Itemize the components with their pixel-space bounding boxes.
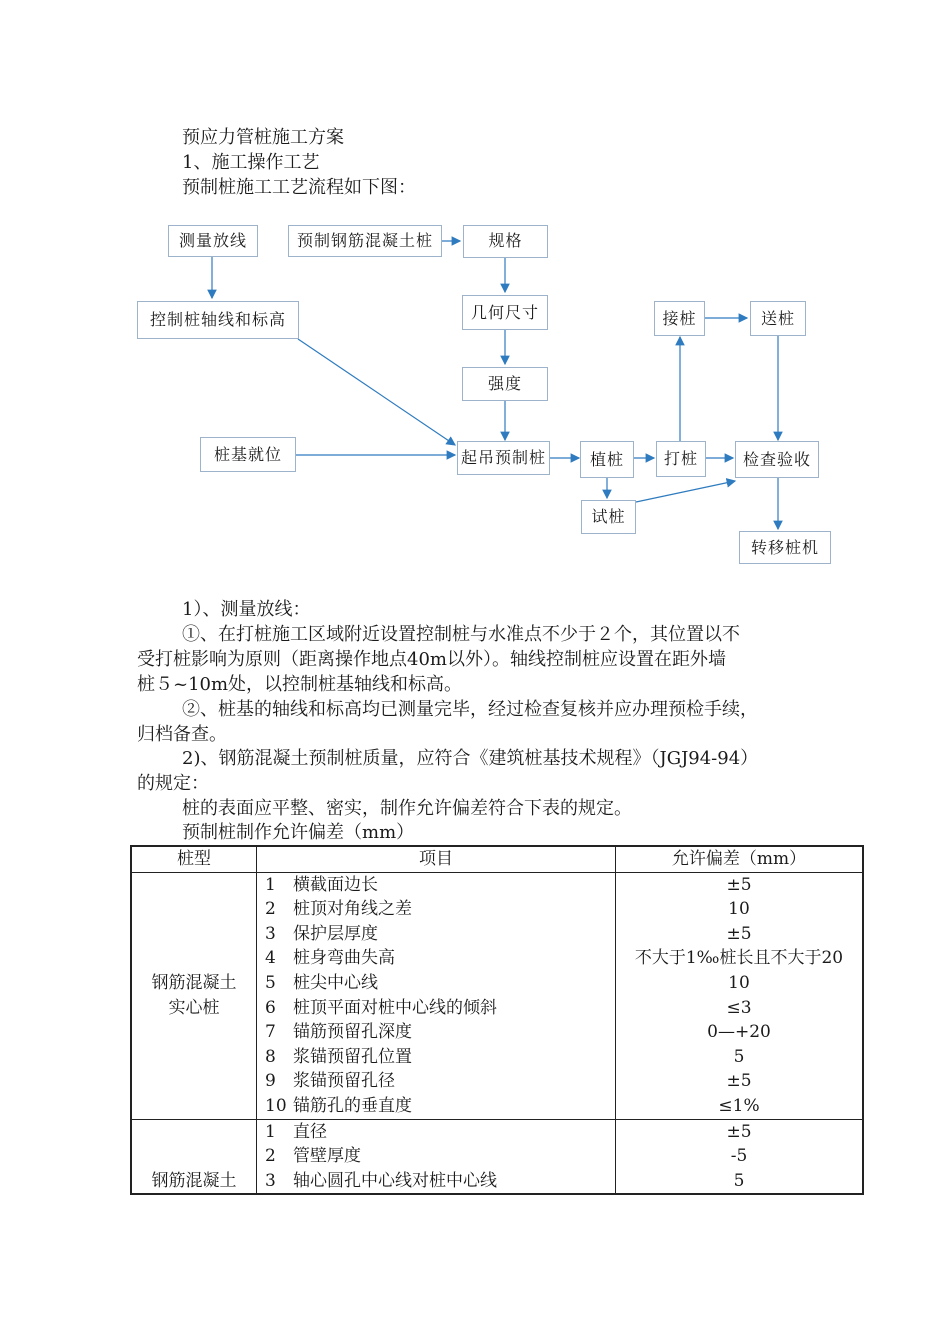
row-number: 5 xyxy=(265,972,276,993)
row-item: 保护层厚度 xyxy=(293,923,378,944)
row-tolerance: 不大于1‰桩长且不大于20 xyxy=(634,948,844,969)
header-type: 桩型 xyxy=(131,846,257,872)
node-planting: 植桩 xyxy=(580,441,634,478)
node-driving: 打桩 xyxy=(656,441,706,477)
node-spec: 规格 xyxy=(463,225,548,258)
row-tolerance: ≤1% xyxy=(616,1094,864,1119)
row-item: 锚筋预留孔深度 xyxy=(293,1022,412,1043)
p1-b-line2: 归档备查。 xyxy=(137,724,227,745)
p1-b-line1: ②、桩基的轴线和标高均已测量完毕，经过检查复核并应办理预检手续， xyxy=(182,699,758,720)
row-number: 6 xyxy=(265,997,276,1018)
table-header-row xyxy=(131,846,863,872)
row-item: 锚筋孔的垂直度 xyxy=(293,1095,412,1116)
row-tolerance: 5 xyxy=(733,1046,745,1067)
tolerance-table xyxy=(130,845,864,1195)
process-flowchart xyxy=(0,0,950,590)
type-solid-pile xyxy=(131,872,257,1119)
table-row xyxy=(131,1119,863,1144)
header-item: 项目 xyxy=(257,846,616,872)
row-item: 浆锚预留孔位置 xyxy=(293,1046,412,1067)
node-lifting: 起吊预制桩 xyxy=(457,441,550,475)
node-geometry: 几何尺寸 xyxy=(462,295,548,330)
row-item: 轴心圆孔中心线对桩中心线 xyxy=(293,1170,497,1191)
type-tube-pile xyxy=(131,1119,257,1194)
p1-a-line3: 桩５~10m处，以控制桩基轴线和标高。 xyxy=(137,674,463,695)
row-number: 1 xyxy=(265,874,276,895)
node-move-rig: 转移桩机 xyxy=(739,531,831,564)
node-positioning: 桩基就位 xyxy=(200,437,296,472)
row-tolerance: ±5 xyxy=(726,1121,752,1142)
node-precast-pile: 预制钢筋混凝土桩 xyxy=(288,225,442,257)
node-inspection: 检查验收 xyxy=(735,441,819,478)
row-tolerance: 10 xyxy=(728,899,750,920)
table-row xyxy=(131,872,863,897)
row-tolerance: ±5 xyxy=(726,923,752,944)
node-trial: 试桩 xyxy=(581,500,636,534)
row-item: 浆锚预留孔径 xyxy=(293,1071,395,1092)
row-number: 4 xyxy=(265,948,276,969)
row-number: 2 xyxy=(265,1146,276,1167)
row-number: 2 xyxy=(265,899,276,920)
header-tolerance: 允许偏差（mm） xyxy=(616,846,864,872)
flow-intro: 预制桩施工工艺流程如下图： xyxy=(182,177,416,198)
row-number: 1 xyxy=(265,1121,276,1142)
p3: 桩的表面应平整、密实，制作允许偏差符合下表的规定。 xyxy=(182,798,632,819)
node-strength: 强度 xyxy=(462,367,548,401)
p1-a-line2: 受打桩影响为原则（距离操作地点40m以外）。轴线控制桩应设置在距外墙 xyxy=(137,649,726,670)
row-item: 桩顶平面对桩中心线的倾斜 xyxy=(293,997,497,1018)
row-item: 桩身弯曲失高 xyxy=(293,948,395,969)
doc-title: 预应力管桩施工方案 xyxy=(182,127,344,148)
row-tolerance: 10 xyxy=(728,972,750,993)
row-tolerance: 0—+20 xyxy=(707,1022,771,1043)
row-number: 3 xyxy=(265,1170,276,1191)
row-item: 桩尖中心线 xyxy=(293,972,378,993)
row-tolerance: 5 xyxy=(733,1170,745,1191)
row-item: 直径 xyxy=(293,1121,327,1142)
section-heading: 1、施工操作工艺 xyxy=(182,152,320,173)
row-number: 9 xyxy=(265,1071,276,1092)
row-number: 7 xyxy=(265,1022,276,1043)
row-number: 8 xyxy=(265,1046,276,1067)
p1-a-line1: ①、在打桩施工区域附近设置控制桩与水准点不少于２个，其位置以不 xyxy=(182,624,740,645)
node-joint: 接桩 xyxy=(654,301,705,336)
row-tolerance: ±5 xyxy=(726,874,752,895)
p2-line1: 2)、钢筋混凝土预制桩质量，应符合《建筑桩基技术规程》（JGJ94-94） xyxy=(182,748,759,769)
type-line: 实心桩 xyxy=(168,997,220,1018)
row-item: 管壁厚度 xyxy=(293,1146,361,1167)
type-line: 钢筋混凝土 xyxy=(151,1170,237,1191)
row-item: 桩顶对角线之差 xyxy=(293,899,412,920)
row-tolerance: ±5 xyxy=(726,1071,752,1092)
type-line: 钢筋混凝土 xyxy=(151,972,237,993)
node-sending: 送桩 xyxy=(750,301,806,336)
row-number: 10 xyxy=(265,1095,287,1116)
table-caption: 预制桩制作允许偏差（mm） xyxy=(182,822,415,843)
node-control-axis: 控制桩轴线和标高 xyxy=(137,301,299,339)
row-tolerance: ≤3 xyxy=(726,997,752,1018)
p1-heading: 1）、测量放线： xyxy=(182,599,311,620)
row-number: 3 xyxy=(265,923,276,944)
row-tolerance: -5 xyxy=(730,1146,748,1167)
row-item: 横截面边长 xyxy=(293,874,378,895)
p2-line2: 的规定： xyxy=(137,773,209,794)
node-survey: 测量放线 xyxy=(168,225,258,257)
